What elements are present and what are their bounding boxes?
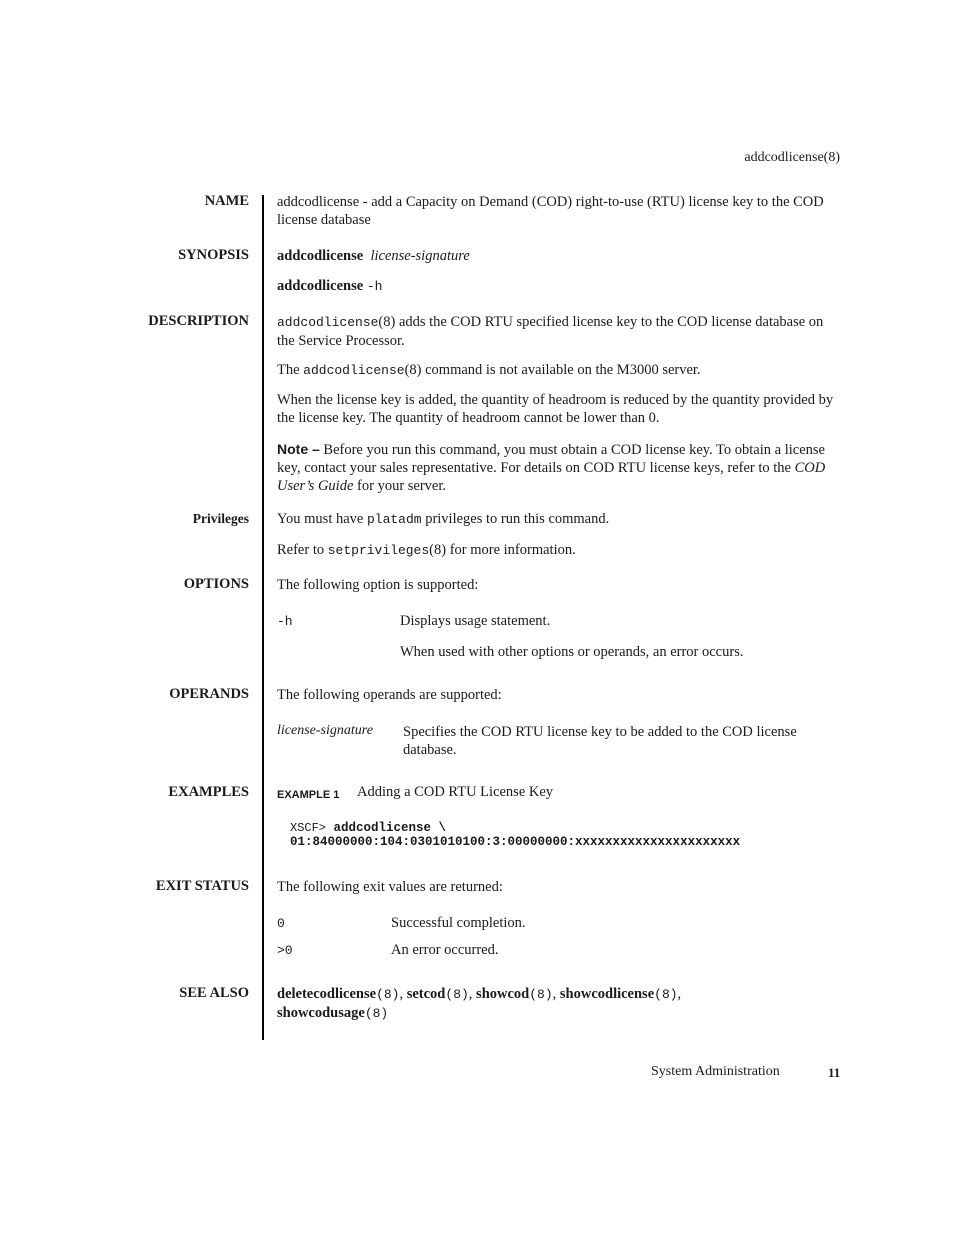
see-also-ref[interactable]: showcodlicense [559,986,655,1002]
command-ref: addcodlicense [303,363,405,378]
synopsis-option: -h [366,279,383,294]
operand-term: license-signature [277,723,373,738]
privileges-paragraph-2 [277,541,842,560]
running-header: addcodlicense(8) [744,150,840,165]
example-number: EXAMPLE 1 [277,789,340,801]
synopsis-line-2 [277,277,842,296]
option-description: When used with other options or operands, an error occurs. [400,644,744,660]
operands-intro: The following operands are supported: [277,687,502,703]
see-also-ref[interactable]: deletecodlicense [277,986,377,1002]
synopsis-command: addcodlicense [277,278,364,294]
section-label-privileges: Privileges [192,511,249,526]
exit-description: An error occurred. [391,942,499,958]
description-paragraph-2 [277,361,842,380]
see-also-ref[interactable]: showcod [476,986,530,1002]
exit-value: >0 [277,943,293,958]
note-label: Note – [277,441,320,457]
man-section: (8) [445,987,469,1002]
man-section: (8) [376,987,400,1002]
section-label-see-also: SEE ALSO [179,985,249,1001]
synopsis-line-1 [277,247,842,265]
option-description: Displays usage statement. [400,613,551,629]
exit-value: 0 [277,916,285,931]
guide-title: COD User’s Guide [277,460,826,494]
see-also-ref[interactable]: setcod [406,986,446,1002]
section-label-description: DESCRIPTION [148,313,249,329]
synopsis-argument: license-signature [370,248,470,264]
section-label-options: OPTIONS [183,576,249,592]
footer-book-title: System Administration [651,1064,780,1079]
example-label [277,786,339,802]
description-paragraph-3: When the license key is added, the quantity of headroom is reduced by the quantity provided by the license key. The quantity of headroom cannot be lower than 0. [277,392,834,426]
exit-description: Successful completion. [391,915,526,931]
section-label-synopsis: SYNOPSIS [178,247,249,263]
description-text: (8) adds the COD RTU specified license key to the COD license database on the Service Processor. [277,314,824,349]
privileges-text: (8) for more information. [429,542,576,558]
privilege-name: platadm [366,512,422,527]
options-intro: The following option is supported: [277,577,479,593]
synopsis-command: addcodlicense [277,248,364,264]
privileges-paragraph-1 [277,510,842,529]
exit-status-intro: The following exit values are returned: [277,879,503,895]
command-ref: addcodlicense [277,315,379,330]
prompt: XSCF> [290,821,327,835]
privileges-text: You must have [277,511,367,527]
man-section: (8) [364,1006,389,1021]
privileges-text: privileges to run this command. [421,511,610,527]
option-flag: -h [277,614,293,629]
example-code-line-1 [290,821,446,835]
note-text: for your server. [353,478,447,494]
section-label-examples: EXAMPLES [168,784,249,800]
section-label-name: NAME [204,193,249,209]
operand-description: Specifies the COD RTU license key to be added to the COD license database. [403,724,797,758]
section-label-operands: OPERANDS [169,686,249,702]
man-section: (8) [529,987,553,1002]
see-also-ref[interactable]: showcodusage [277,1005,365,1021]
description-text: (8) command is not available on the M3000 server. [404,362,701,378]
name-text: addcodlicense - add a Capacity on Demand (COD) right-to-use (RTU) license key to the COD license database [277,194,824,228]
privileges-text: Refer to [277,542,328,558]
man-section: (8) [654,987,678,1002]
example-title: Adding a COD RTU License Key [357,784,554,800]
section-rule [262,195,264,1040]
example-code-line-2: 01:84000000:104:0301010100:3:00000000:xxxxxxxxxxxxxxxxxxxxxx [290,835,741,849]
note-block [277,440,842,495]
see-also-list: deletecodlicense(8), setcod(8), showcod(8), showcodlicense(8), showcodusage(8) [277,986,682,1021]
description-paragraph-1 [277,313,842,350]
note-text: Before you run this command, you must obtain a COD license key. To obtain a license key, contact your sales representative. For details on COD RTU license keys, refer to the [277,442,825,476]
description-text: The [277,362,304,378]
section-label-exit-status: EXIT STATUS [155,878,249,894]
code-command: addcodlicense \ [333,821,447,835]
page-number: 11 [828,1065,841,1080]
command-ref: setprivileges [327,543,430,558]
